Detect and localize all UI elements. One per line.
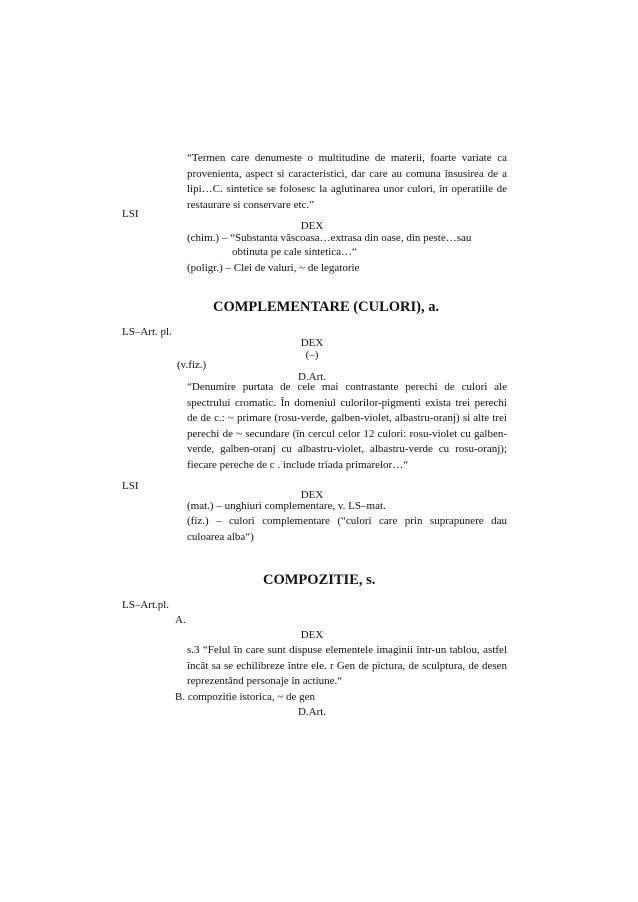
dash-marker: (–)	[305, 349, 319, 361]
entry-heading: COMPOZITIE, s.	[263, 572, 376, 588]
chim-definition: (chim.) – “Substanta vâscoasa…extrasa din oase, din peste…sau	[187, 232, 472, 244]
ls-label: LS–Art. pl.	[122, 326, 172, 338]
definition-quote: “Termen care denumeste o multitudine de materii, foarte variate ca provenienta, aspect si caracteristici, dar care au comuna însusirea de a lipi…C. sintetice se folosesc la aglutinarea unor culori, în operatiile de restaurare si conservare etc.”	[187, 152, 507, 211]
dex-source: DEX	[300, 220, 324, 232]
dart-source: D.Art.	[297, 706, 327, 718]
fiz-definition: (fiz.) – culori complementare (“culori care prin suprapunere dau culoarea alba“)	[187, 515, 507, 543]
lsi-label: LSI	[122, 208, 139, 220]
chim-definition-continued: obtinuta pe cale sintetica…“	[232, 246, 357, 258]
ls-label: LS–Art.pl.	[122, 599, 170, 611]
dex-source: DEX	[300, 489, 324, 501]
definition-quote: s.3 “Felul în care sunt dispuse elementele imaginii într-un tablou, astfel încât sa se echilibreze între ele. r Gen de pictura, de sculptura, de desen reprezentând personaje în actiune.“	[187, 644, 507, 687]
dex-source: DEX	[300, 629, 324, 641]
vfiz-label: (v.fiz.)	[177, 359, 207, 371]
poligr-definition: (poligr.) – Clei de valuri, ~ de legatorie	[187, 262, 360, 274]
definition-quote: “Denumire purtata de cele mai contrastante perechi de culori ale spectrului cromatic. În domeniul culorilor-pigmenti exista trei perechi de de c.: ~ primare (rosu-verde, galben-violet, albastru-oranj) si alte trei perechi de ~ secundare (în cercul celor 12 culori: rosu-violet cu galben-verde, galben-oranj cu albastru-violet, albastru-verde cu rosu-oranj); fiecare pereche de c . include triada primarelor…“	[187, 381, 507, 471]
dart-source: D.Art.	[297, 371, 327, 383]
lsi-label: LSI	[122, 480, 139, 492]
subsection-b: B. compozitie istorica, ~ de gen	[175, 691, 316, 703]
entry-heading: COMPLEMENTARE (CULORI), a.	[213, 299, 440, 315]
mat-definition: (mat.) – unghiuri complementare, v. LS–mat.	[187, 500, 386, 512]
subsection-a: A.	[175, 614, 186, 626]
dex-source: DEX	[300, 337, 324, 349]
